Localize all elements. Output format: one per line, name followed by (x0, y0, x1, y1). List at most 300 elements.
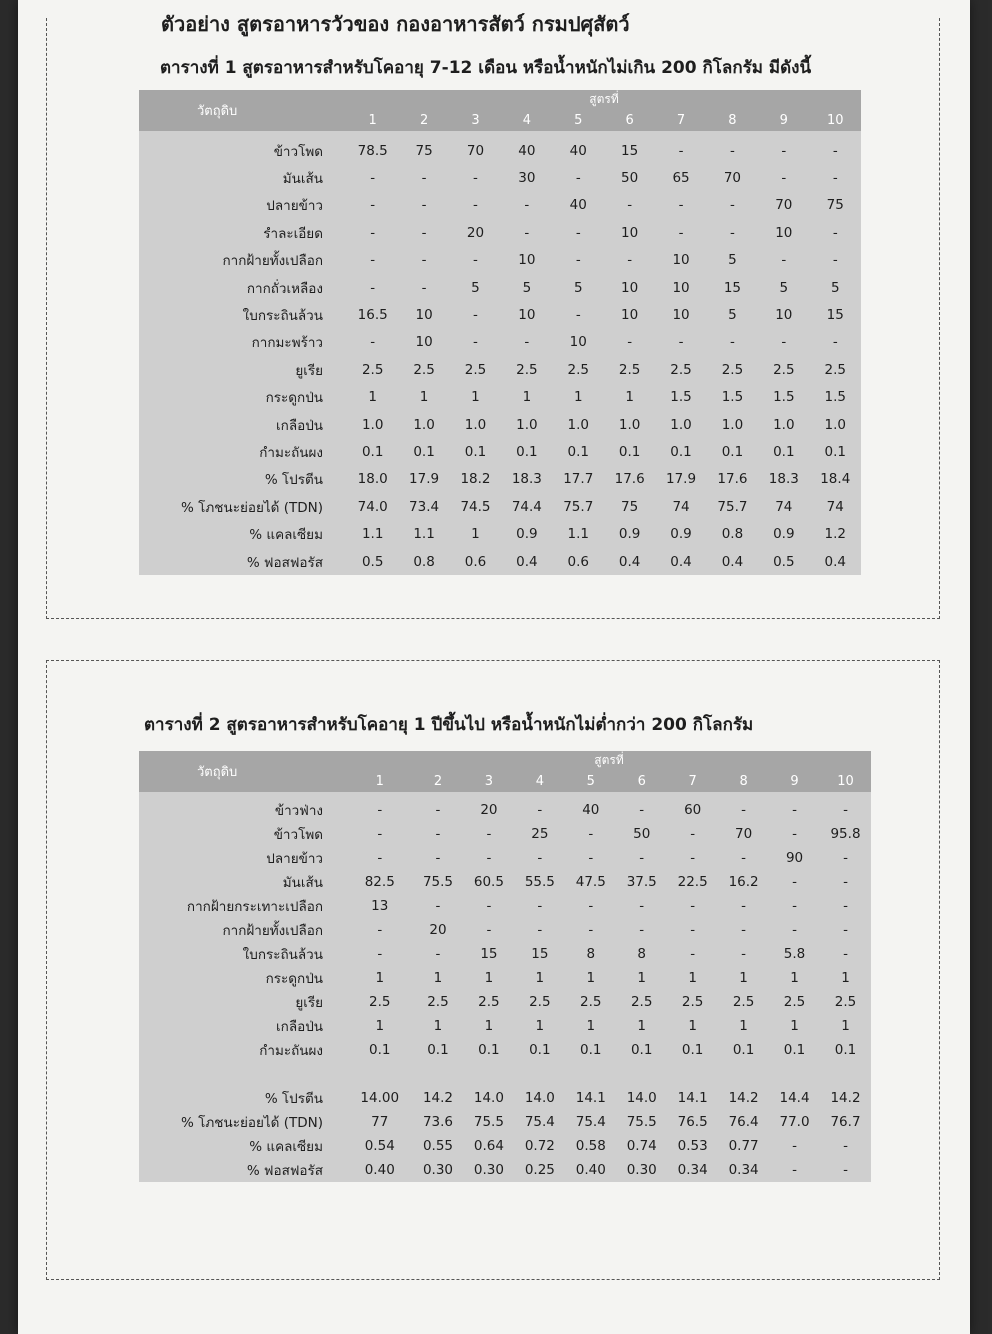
table-cell: - (781, 334, 787, 351)
table-cell: 0.5 (361, 553, 384, 570)
table-cell: 75.7 (563, 498, 594, 515)
table-cell: 75.5 (422, 874, 453, 890)
table-cell: 2.5 (567, 361, 589, 378)
table-cell: 18.2 (460, 471, 491, 488)
table-row (139, 219, 861, 246)
ingredient-header: วัตถุดิบ (139, 90, 347, 131)
table-cell: 1 (688, 1018, 697, 1034)
table-cell: 0.1 (529, 1042, 551, 1058)
table-cell: 0.1 (516, 443, 538, 460)
table-cell: - (377, 850, 383, 866)
table-cell: 95.8 (830, 826, 861, 842)
table-cell: - (537, 922, 543, 938)
table-cell: 0.1 (681, 1042, 704, 1058)
formula-number: 7 (667, 770, 718, 792)
table-cell: 76.5 (677, 1114, 708, 1130)
table1-body (139, 131, 861, 575)
table-cell: 2.5 (464, 361, 487, 378)
row-label: กากมะพร้าว (251, 335, 323, 352)
table-cell: 18.0 (357, 471, 388, 488)
table-cell: - (486, 922, 492, 938)
table-cell: 75.7 (717, 498, 748, 515)
table-cell: 18.3 (768, 471, 799, 488)
table-cell: - (843, 946, 848, 962)
table-cell: 75.5 (626, 1114, 657, 1130)
table-cell: 22.5 (677, 874, 708, 890)
table-cell: 16.2 (728, 874, 759, 890)
table-cell: 0.30 (422, 1162, 453, 1178)
table-cell: 0.1 (361, 443, 384, 460)
table-cell: 1 (625, 389, 634, 406)
table-cell: 0.1 (478, 1042, 500, 1058)
table-cell: 1 (419, 389, 429, 406)
table-row (139, 1038, 871, 1062)
table-cell: 74.5 (460, 498, 491, 515)
table-cell: 0.9 (670, 526, 692, 543)
row-label: ปลายข้าว (266, 851, 323, 867)
table-cell: 2.5 (721, 361, 744, 378)
table-cell: 10 (415, 307, 433, 324)
table-cell: 1 (375, 1018, 385, 1034)
table-cell: 1 (433, 970, 443, 986)
formula-number: 1 (347, 109, 398, 131)
table-cell: 0.8 (413, 553, 435, 570)
table-cell: 1 (688, 970, 697, 986)
table-cell: - (588, 826, 594, 842)
table2 (139, 751, 871, 1182)
row-label: กากถั่วเหลือง (246, 280, 323, 297)
table-cell: - (843, 898, 848, 914)
row-label: ข้าวโพด (273, 143, 323, 160)
table-cell: 14.4 (779, 1090, 810, 1106)
table-cell: 2.5 (529, 994, 551, 1010)
table-row (139, 520, 861, 547)
table-cell: 37.5 (626, 874, 657, 890)
row-label: กากฝ้ายทั้งเปลือก (222, 923, 323, 939)
row-label: กำมะถันผง (259, 1043, 323, 1059)
table-cell: 2.5 (630, 994, 653, 1010)
table-cell: - (435, 850, 441, 866)
table-cell: 14.2 (830, 1090, 861, 1106)
table-cell: - (843, 1138, 848, 1154)
table-cell: 14.2 (422, 1090, 453, 1106)
table-cell: 20 (429, 922, 447, 938)
table-cell: 0.1 (464, 443, 487, 460)
table-cell: - (741, 922, 747, 938)
table-cell: - (377, 946, 383, 962)
table-cell: 0.40 (364, 1162, 395, 1178)
table-cell: - (370, 252, 376, 269)
table-cell: - (588, 898, 594, 914)
row-label: เกลือป่น (276, 1019, 323, 1035)
table-cell: 5 (728, 252, 737, 269)
table-row (139, 1134, 871, 1158)
table-cell: 1 (375, 970, 385, 986)
table-cell: - (473, 197, 478, 214)
table-cell: 10 (672, 252, 690, 269)
table-cell: 1 (484, 1018, 494, 1034)
table-cell: 0.34 (728, 1162, 759, 1178)
table-cell: - (639, 898, 645, 914)
row-label: ยูเรีย (295, 362, 323, 379)
table-cell: - (588, 850, 594, 866)
table-cell: - (678, 334, 684, 351)
table-cell: 1.0 (361, 416, 384, 433)
table-row (139, 918, 871, 942)
table-cell: - (537, 802, 543, 818)
table-cell: 5 (830, 279, 840, 296)
table-row (139, 894, 871, 918)
table-row (139, 548, 861, 575)
table-cell: - (524, 197, 530, 214)
table-cell: - (435, 826, 441, 842)
table-cell: - (781, 252, 787, 269)
table-cell: 0.5 (773, 553, 795, 570)
table-cell: - (792, 898, 797, 914)
row-label: กระดูกป่น (265, 390, 323, 407)
table-cell: 5.8 (783, 946, 806, 962)
document-page (18, 0, 970, 1334)
table-cell: - (781, 170, 787, 187)
table-cell: - (843, 802, 848, 818)
table-cell: - (832, 170, 838, 187)
table-cell: 1.5 (824, 389, 846, 406)
table-row (139, 438, 861, 465)
row-label: กากฝ้ายกระเทาะเปลือก (186, 899, 323, 915)
table-cell: 1 (535, 970, 545, 986)
table-cell: 0.1 (732, 1042, 755, 1058)
table-cell: 0.1 (630, 1042, 653, 1058)
table-cell: 0.6 (567, 553, 589, 570)
table-cell: - (729, 197, 735, 214)
table-cell: 5 (728, 307, 737, 324)
row-label: เกลือป่น (276, 417, 323, 434)
table-row (139, 966, 871, 990)
table-cell: - (792, 1138, 797, 1154)
table-cell: 10 (775, 224, 793, 241)
table-cell: 1 (471, 526, 480, 543)
table-cell: 14.1 (575, 1090, 606, 1106)
table-cell: 50 (633, 826, 651, 842)
table-cell: 15 (826, 307, 844, 324)
table-cell: - (843, 922, 848, 938)
table-row (139, 1110, 871, 1134)
formula-number: 2 (413, 770, 464, 792)
table-cell: 5 (573, 279, 583, 296)
table-cell: - (421, 197, 427, 214)
table2-title: ตารางที่ 2 สูตรอาหารสำหรับโคอายุ 1 ปีขึ้นไป หรือน้ำหนักไม่ต่ำกว่า 200 กิโลกรัม (144, 715, 754, 735)
row-label: ข้าวฟ่าง (274, 803, 323, 819)
table-cell: 17.7 (563, 471, 594, 488)
table-cell: 2.5 (681, 994, 704, 1010)
row-label: % ฟอสฟอรัส (246, 1163, 323, 1179)
table-cell: 0.1 (783, 1042, 806, 1058)
table-cell: 1.5 (670, 389, 692, 406)
table-cell: 1 (637, 1018, 647, 1034)
table-row (139, 131, 861, 164)
table-cell: - (537, 850, 543, 866)
table-cell: - (377, 826, 383, 842)
table-cell: 15 (480, 946, 498, 962)
table-cell: 0.9 (618, 526, 641, 543)
table-cell: - (486, 898, 492, 914)
table-cell: 1 (637, 970, 647, 986)
formula-number: 3 (463, 770, 514, 792)
table-cell: 55.5 (524, 874, 555, 890)
formula-number: 1 (347, 770, 413, 792)
table-row (139, 274, 861, 301)
table-cell: 14.0 (626, 1090, 657, 1106)
table-row (139, 846, 871, 870)
table-cell: 77 (371, 1114, 389, 1130)
table-cell: 74.4 (511, 498, 542, 515)
table-cell: - (792, 1162, 797, 1178)
table-cell: - (370, 224, 376, 241)
table-cell: 1 (739, 970, 748, 986)
table-cell: 2.5 (783, 994, 806, 1010)
table-cell: 1 (586, 970, 596, 986)
table-cell: 0.54 (364, 1138, 395, 1154)
page-title: ตัวอย่าง สูตรอาหารวัวของ กองอาหารสัตว์ กรมปศุสัตว์ (161, 12, 630, 36)
table-cell: - (843, 850, 848, 866)
table-row (139, 1086, 871, 1110)
table-cell: 15 (621, 142, 639, 159)
table-cell: 0.74 (626, 1138, 657, 1154)
table-cell: 40 (569, 142, 587, 159)
table-cell: 77.0 (779, 1114, 810, 1130)
table-cell: - (473, 334, 478, 351)
table-cell: 0.1 (427, 1042, 449, 1058)
ingredient-header: วัตถุดิบ (139, 751, 347, 792)
formula-number: 9 (758, 109, 809, 131)
table-cell: 14.2 (728, 1090, 759, 1106)
table-cell: 0.34 (677, 1162, 708, 1178)
table-cell: - (486, 826, 492, 842)
table-row (139, 822, 871, 846)
table-cell: 5 (522, 279, 532, 296)
table-cell: 0.4 (670, 553, 692, 570)
table-cell: 40 (518, 142, 536, 159)
table-cell: 74 (672, 498, 690, 515)
table-cell: 1 (739, 1018, 748, 1034)
table-cell: 25 (531, 826, 549, 842)
table-cell: - (435, 898, 441, 914)
row-label: กระดูกป่น (265, 971, 323, 987)
table-cell: - (690, 898, 696, 914)
table-cell: 0.9 (516, 526, 538, 543)
table-row (139, 356, 861, 383)
table-cell: 75.5 (473, 1114, 504, 1130)
table-cell: 20 (480, 802, 498, 818)
table-cell: - (741, 850, 747, 866)
table-cell: 10 (672, 279, 690, 296)
row-label: กำมะถันผง (259, 444, 323, 461)
row-label: % โปรตีน (264, 1091, 323, 1107)
table-cell: - (524, 224, 530, 241)
table-cell: 2.5 (618, 361, 641, 378)
table-cell: 75.4 (524, 1114, 555, 1130)
formula-header: สูตรที่ (347, 751, 871, 770)
table-cell: 50 (621, 170, 639, 187)
table-cell: 2.5 (516, 361, 538, 378)
table-cell: 10 (569, 334, 587, 351)
table-cell: 0.40 (575, 1162, 606, 1178)
table-cell: - (639, 802, 645, 818)
table-cell: 0.77 (728, 1138, 759, 1154)
formula-number: 5 (565, 770, 616, 792)
table-cell: - (486, 850, 492, 866)
table-cell: 1 (471, 389, 480, 406)
table-cell: 2.5 (413, 361, 435, 378)
table-cell: 1 (790, 1018, 799, 1034)
table-cell: 0.1 (721, 443, 744, 460)
table-cell: 70 (735, 826, 753, 842)
row-label: ใบกระถินล้วน (242, 308, 323, 325)
table-cell: 40 (569, 197, 587, 214)
table-row (139, 466, 861, 493)
table-cell: - (435, 946, 441, 962)
table-cell: - (741, 898, 747, 914)
table-cell: 8 (586, 946, 596, 962)
table-cell: - (690, 946, 696, 962)
table-cell: 15 (723, 279, 742, 296)
table-cell: 47.5 (575, 874, 606, 890)
table1-section (46, 18, 940, 619)
table-row (139, 493, 861, 520)
table-cell: - (792, 874, 797, 890)
table-cell: 0.1 (567, 443, 589, 460)
table-cell: - (792, 802, 797, 818)
table-cell: 60.5 (473, 874, 504, 890)
table-cell: 1 (522, 389, 532, 406)
row-label: ยูเรีย (295, 995, 323, 1011)
table-cell: 70 (723, 170, 742, 187)
table-cell: - (575, 307, 581, 324)
table-cell: 0.1 (824, 443, 846, 460)
table-cell: 2.5 (824, 361, 846, 378)
table-cell: 0.4 (824, 553, 846, 570)
table-cell: - (832, 252, 838, 269)
table-cell: 2.5 (478, 994, 500, 1010)
table-row (139, 301, 861, 328)
table-cell: 14.0 (524, 1090, 555, 1106)
table-cell: 0.4 (721, 553, 744, 570)
table-row (139, 164, 861, 191)
spacer-cell (139, 1062, 871, 1086)
table-cell: - (832, 334, 838, 351)
table-cell: 75 (621, 498, 639, 515)
table-cell: - (678, 197, 684, 214)
table-cell: 82.5 (364, 874, 395, 890)
table-cell: 14.1 (677, 1090, 708, 1106)
table-cell: - (524, 334, 530, 351)
table-cell: - (473, 307, 478, 324)
table-cell: 2.5 (369, 994, 391, 1010)
table-cell: - (421, 252, 427, 269)
table-cell: 8 (637, 946, 647, 962)
table-cell: 5 (779, 279, 789, 296)
table-cell: 10 (672, 307, 690, 324)
table-cell: - (627, 197, 633, 214)
table-cell: 73.6 (422, 1114, 453, 1130)
table-cell: - (690, 922, 696, 938)
row-label: % แคลเซียม (249, 527, 323, 544)
table-cell: 1 (573, 389, 583, 406)
formula-number: 10 (820, 770, 871, 792)
row-label: กากฝ้ายทั้งเปลือก (222, 253, 323, 270)
table-cell: - (627, 334, 633, 351)
table-row (139, 792, 871, 822)
table-cell: - (741, 802, 747, 818)
row-label: % แคลเซียม (249, 1139, 323, 1155)
table-cell: 1.0 (670, 416, 692, 433)
row-label: % โปรตีน (264, 472, 323, 489)
table-cell: 74 (826, 498, 844, 515)
table-cell: 76.7 (830, 1114, 861, 1130)
table-cell: 76.4 (728, 1114, 759, 1130)
table-cell: 0.64 (473, 1138, 504, 1154)
formula-number: 6 (616, 770, 667, 792)
table-cell: 2.5 (361, 361, 384, 378)
table-cell: - (729, 334, 735, 351)
row-label: % โภชนะย่อยได้ (TDN) (181, 499, 323, 516)
formula-number: 5 (553, 109, 604, 131)
table-cell: 0.72 (524, 1138, 555, 1154)
table-cell: - (639, 850, 645, 866)
formula-number: 7 (655, 109, 706, 131)
table-row (139, 1158, 871, 1182)
table-cell: - (832, 224, 838, 241)
table1-title: ตารางที่ 1 สูตรอาหารสำหรับโคอายุ 7-12 เดือน หรือน้ำหนักไม่เกิน 200 กิโลกรัม มีดังนี้ (160, 58, 812, 78)
table-cell: 10 (621, 279, 639, 296)
table-cell: 1 (535, 1018, 545, 1034)
table-row (139, 247, 861, 274)
table-cell: 2.5 (834, 994, 857, 1010)
table-cell: 0.4 (618, 553, 641, 570)
table-cell: 65 (672, 170, 690, 187)
row-label: % โภชนะย่อยได้ (TDN) (181, 1115, 323, 1131)
table-cell: 1 (790, 970, 799, 986)
table-cell: 1.1 (361, 526, 384, 543)
table-cell: 74 (775, 498, 793, 515)
table-cell: - (435, 802, 441, 818)
table-cell: 1.5 (721, 389, 744, 406)
table-cell: 0.1 (618, 443, 641, 460)
table-cell: - (473, 252, 478, 269)
table-cell: 0.1 (369, 1042, 391, 1058)
table1 (139, 90, 861, 575)
table-cell: - (792, 826, 797, 842)
table-row (139, 329, 861, 356)
table-cell: - (627, 252, 633, 269)
table-cell: 70 (466, 142, 485, 159)
table-cell: 1.5 (773, 389, 795, 406)
table-cell: 14.0 (473, 1090, 504, 1106)
table-cell: 0.58 (575, 1138, 606, 1154)
table-cell: 0.25 (524, 1162, 555, 1178)
table-cell: 1.0 (413, 416, 435, 433)
table-cell: 18.4 (820, 471, 851, 488)
table-cell: 0.1 (413, 443, 435, 460)
table-cell: - (639, 922, 645, 938)
table-cell: 0.6 (464, 553, 487, 570)
row-label: % ฟอสฟอรัส (246, 554, 323, 571)
table-cell: 1 (368, 389, 377, 406)
table-cell: - (678, 142, 684, 159)
table-cell: 5 (471, 279, 480, 296)
table-cell: - (537, 898, 543, 914)
table-cell: - (421, 279, 427, 296)
